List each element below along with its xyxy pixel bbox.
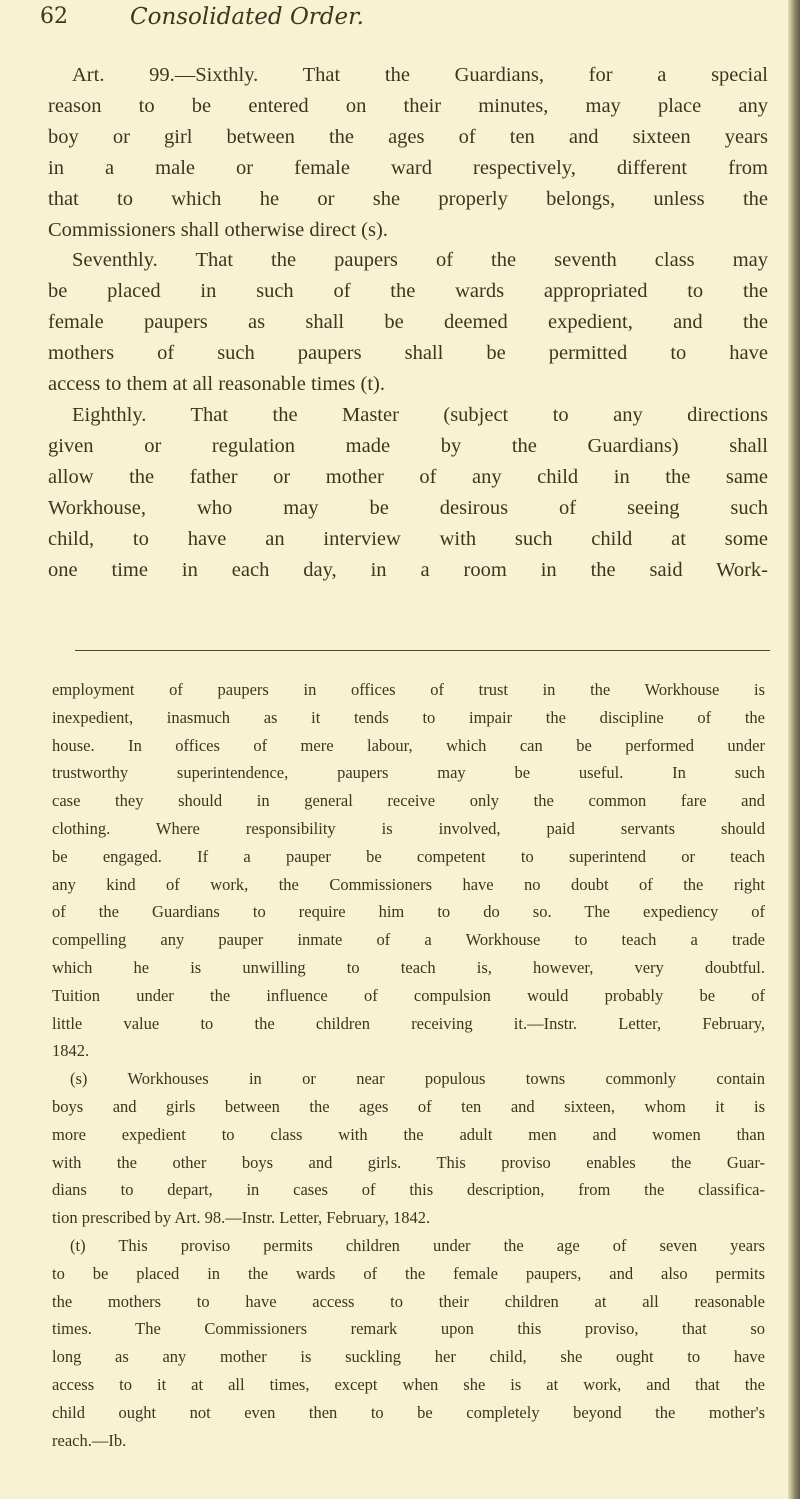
- footnote-line: boys and girls between the ages of ten and sixteen, whom it is: [52, 1096, 765, 1116]
- running-title: Consolidated Order.: [130, 4, 364, 30]
- footnote-line: more expedient to class with the adult men and women than: [52, 1124, 765, 1144]
- footnote-line: with the other boys and girls. This proviso enables the Guar-: [52, 1152, 765, 1172]
- text-line: boy or girl between the ages of ten and sixteen years: [48, 125, 768, 148]
- footnote-line: long as any mother is suckling her child, she ought to have: [52, 1347, 765, 1367]
- footnote-line: times. The Commissioners remark upon this proviso, that so: [52, 1319, 765, 1339]
- footnote-line: which he is unwilling to teach is, however, very doubtful.: [52, 957, 765, 977]
- footnote-line: case they should in general receive only the common fare and: [52, 791, 765, 811]
- footnote-line: child ought not even then to be completely beyond the mother's: [52, 1402, 765, 1422]
- footnote-line: compelling any pauper inmate of a Workhouse to teach a trade: [52, 930, 765, 950]
- footnote-line: 1842.: [52, 1041, 90, 1061]
- text-line: one time in each day, in a room in the said Work-: [48, 558, 768, 581]
- text-line: mothers of such paupers shall be permitted to have: [48, 342, 768, 365]
- footnote-line: inexpedient, inasmuch as it tends to impair the discipline of the: [52, 707, 765, 727]
- footnote-line: house. In offices of mere labour, which can be performed under: [52, 735, 765, 755]
- text-line: given or regulation made by the Guardians) shall: [48, 434, 768, 457]
- footnote-line: be engaged. If a pauper be competent to superintend or teach: [52, 846, 765, 866]
- footnote-line: employment of paupers in offices of trust in the Workhouse is: [52, 680, 765, 699]
- footnote-line: tion prescribed by Art. 98.—Instr. Letter, February, 1842.: [52, 1208, 431, 1228]
- text-line: Seventhly. That the paupers of the seventh class may: [72, 249, 768, 272]
- text-line: Commissioners shall otherwise direct (s).: [48, 218, 388, 241]
- text-line: Eighthly. That the Master (subject to any directions: [72, 403, 768, 426]
- footnote-line: any kind of work, the Commissioners have no doubt of the right: [52, 874, 765, 894]
- footnote-line: dians to depart, in cases of this description, from the classifica-: [52, 1180, 765, 1200]
- footnote-line: clothing. Where responsibility is involved, paid servants should: [52, 818, 765, 838]
- footnote-line: reach.—Ib.: [52, 1430, 127, 1450]
- text-line: reason to be entered on their minutes, may place any: [48, 94, 768, 117]
- footnote-line: Tuition under the influence of compulsion would probably be of: [52, 985, 765, 1005]
- text-line: be placed in such of the wards appropriated to the: [48, 280, 768, 303]
- text-line: Workhouse, who may be desirous of seeing such: [48, 496, 768, 519]
- text-line: Art. 99.—Sixthly. That the Guardians, for a special: [72, 64, 768, 86]
- page-edge: [788, 0, 800, 1499]
- footnote-line: (t) This proviso permits children under the age of seven years: [70, 1235, 765, 1255]
- footnotes: [52, 676, 765, 1454]
- footnote-line: access to it at all times, except when she is at work, and that the: [52, 1374, 765, 1394]
- text-line: allow the father or mother of any child in the same: [48, 465, 768, 488]
- text-line: child, to have an interview with such child at some: [48, 527, 768, 550]
- main-text: [48, 60, 768, 585]
- footnote-line: little value to the children receiving it.—Instr. Letter, February,: [52, 1013, 765, 1033]
- footnote-line: (s) Workhouses in or near populous towns commonly contain: [70, 1069, 765, 1089]
- footnote-line: of the Guardians to require him to do so. The expediency of: [52, 902, 765, 922]
- footnote-line: trustworthy superintendence, paupers may be useful. In such: [52, 763, 765, 783]
- text-line: that to which he or she properly belongs, unless the: [48, 187, 768, 210]
- page-number: 62: [40, 4, 68, 29]
- text-line: female paupers as shall be deemed expedient, and the: [48, 311, 768, 334]
- footnote-divider: [75, 650, 770, 651]
- text-line: access to them at all reasonable times (t).: [48, 373, 385, 396]
- text-line: in a male or female ward respectively, different from: [48, 156, 768, 179]
- footnote-line: to be placed in the wards of the female paupers, and also permits: [52, 1263, 765, 1283]
- footnote-line: the mothers to have access to their children at all reasonable: [52, 1291, 765, 1311]
